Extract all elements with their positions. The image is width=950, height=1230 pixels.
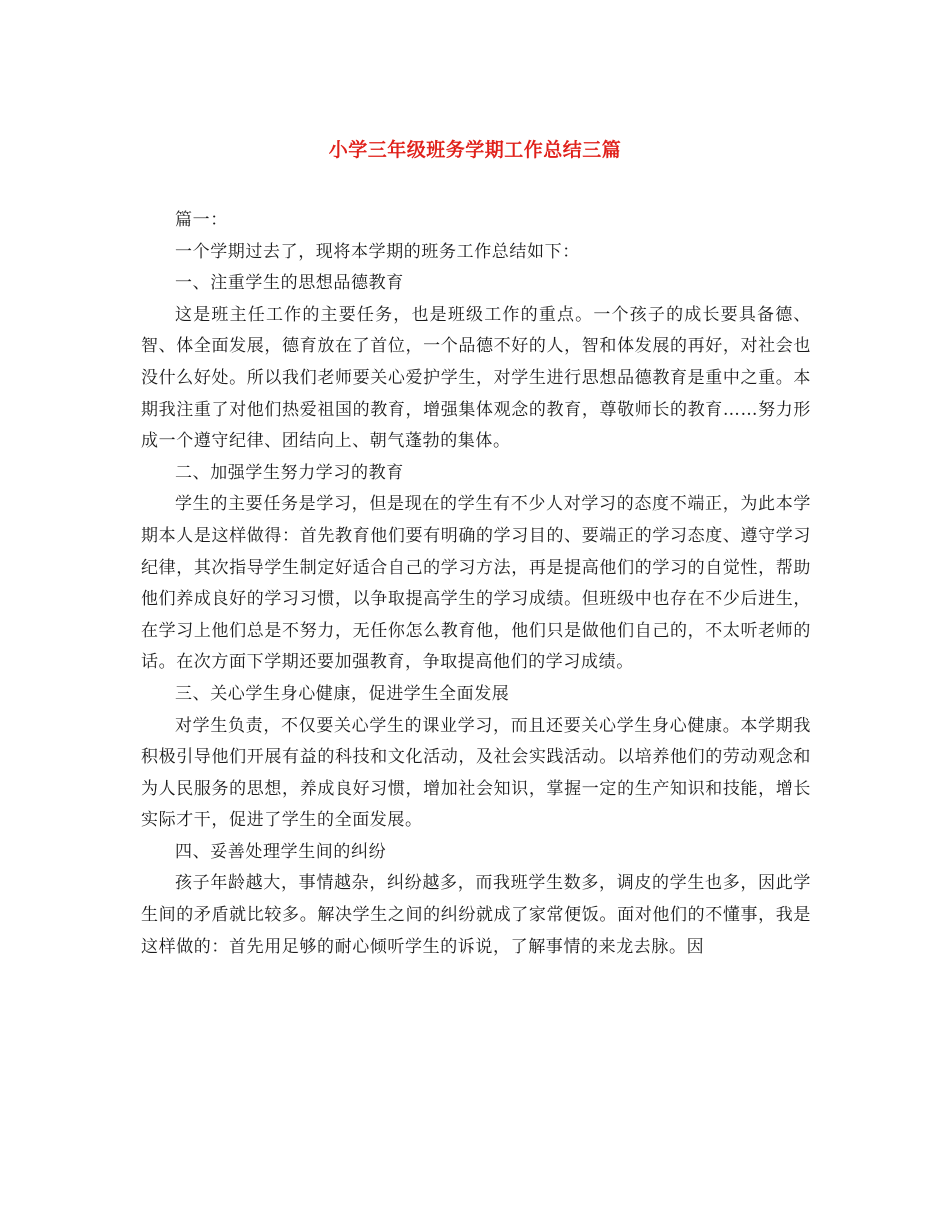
paragraph-1: 这是班主任工作的主要任务，也是班级工作的重点。一个孩子的成长要具备德、智、体全面发展，德育放在了首位，一个品德不好的人，智和体发展的再好，对社会也没什么好处。所以我们老师要关心爱护学生，对学生进行思想品德教育是重中之重。本期我注重了对他们热爱祖国的教育，增强集体观念的教育，尊敬师长的教育……努力形成一个遵守纪律、团结向上、朝气蓬勃的集体。 [141, 304, 811, 452]
document-title: 小学三年级班务学期工作总结三篇 [328, 139, 622, 161]
intro-paragraph: 一个学期过去了，现将本学期的班务工作总结如下： [175, 241, 580, 262]
heading-3: 三、关心学生身心健康，促进学生全面发展 [175, 683, 510, 704]
document-body [141, 205, 811, 963]
paragraph-2: 学生的主要任务是学习，但是现在的学生有不少人对学习的态度不端正，为此本学期本人是这样做得：首先教育他们要有明确的学习目的、要端正的学习态度、遵守学习纪律，其次指导学生制定好适合自己的学习方法，再是提高他们的学习的自觉性，帮助他们养成良好的学习习惯，以争取提高学生的学习成绩。但班级中也存在不少后进生，在学习上他们总是不努力，无任你怎么教育他，他们只是做他们自己的，不太听老师的话。在次方面下学期还要加强教育，争取提高他们的学习成绩。 [141, 494, 811, 673]
heading-1: 一、注重学生的思想品德教育 [175, 273, 404, 294]
paragraph-4: 孩子年龄越大，事情越杂，纠纷越多，而我班学生数多，调皮的学生也多，因此学生间的矛盾就比较多。解决学生之间的纠纷就成了家常便饭。面对他们的不懂事，我是这样做的：首先用足够的耐心倾听学生的诉说，了解事情的来龙去脉。因 [141, 873, 811, 957]
heading-4: 四、妥善处理学生间的纠纷 [175, 841, 387, 862]
heading-2: 二、加强学生努力学习的教育 [175, 462, 404, 483]
section-label: 篇一： [175, 210, 228, 230]
paragraph-3: 对学生负责，不仅要关心学生的课业学习，而且还要关心学生身心健康。本学期我积极引导他们开展有益的科技和文化活动，及社会实践活动。以培养他们的劳动观念和为人民服务的思想，养成良好习惯，增加社会知识，掌握一定的生产知识和技能，增长实际才干，促进了学生的全面发展。 [141, 715, 811, 831]
